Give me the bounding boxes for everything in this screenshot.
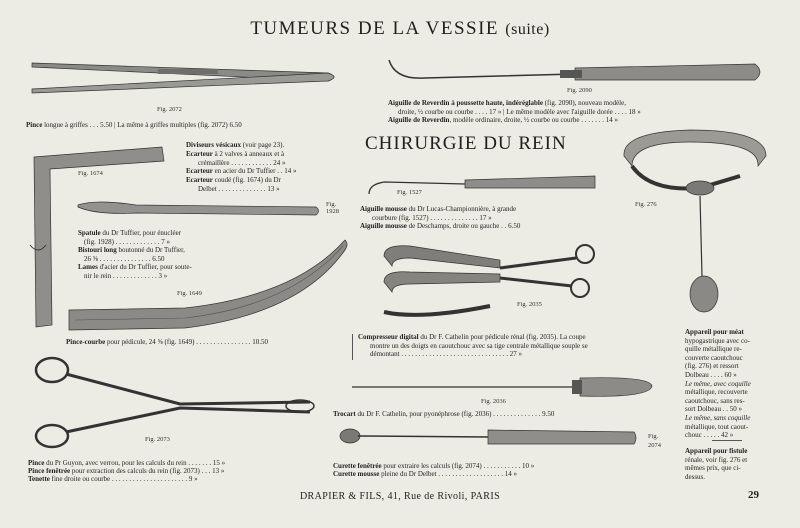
entry-reverdin-2: Aiguille de Reverdin, modèle ordinaire, droite, ½ courbe ou courbe . . . . . . . 14 » (388, 116, 618, 124)
entry-aiguille-lucas: Aiguille mousse du Dr Lucas-Championnière, à grande courbure (fig. 1527) . . . . . . . . . . . . . . 17 » (360, 205, 517, 222)
curette-2074-illustration (338, 426, 638, 448)
entry-ecarteur-2: Ecarteur en acier du Dr Tuffier . . 14 » (186, 167, 297, 175)
fig-label-276: Fig. 276 (635, 201, 657, 208)
page-number: 29 (748, 489, 759, 501)
entry-appareil-meat: Appareil pour méat hypogastrique avec co- quille métallique re- couverte caoutchouc (fig. 276) et ressort Dolbeau . . . . 60 » Le même, avec coquille métallique, recouverte caoutchouc, sans res- sort Dolbeau . . 50 » Le même, sans coquille métallique, tout caout- chouc . . . . . 42 » (685, 328, 751, 440)
divider-vertical (352, 334, 353, 360)
fig-label-2072: Fig. 2072 (157, 106, 182, 113)
belt-apparatus-276-illustration (620, 126, 770, 326)
entry-diviseurs: Diviseurs vésicaux (voir page 23). (186, 141, 285, 149)
fig-label-1649: Fig. 1649 (177, 290, 202, 297)
entry-appareil-fistule: Appareil pour fistule rénale, voir fig. 276 et mêmes prix, que ci- dessus. (685, 447, 748, 481)
entry-ecarteur-3: Ecarteur coudé (fig. 1674) du Dr Delbet . . . . . . . . . . . . . . 13 » (186, 176, 281, 193)
fig-label-1527: Fig. 1527 (397, 189, 422, 196)
entry-ecarteur-1: Ecarteur à 2 valves à anneaux et à crémaillère . . . . . . . . . . . . 24 » (186, 150, 286, 167)
fig-label-2074: Fig. 2074 (648, 433, 661, 449)
page-title (0, 18, 800, 40)
fig-label-2090: Fig. 2090 (567, 87, 592, 94)
trocar-2036-illustration (350, 374, 655, 399)
entry-pince-fenetree: Pince fenêtrée pour extraction des calculs du rein (fig. 2073) . . . 13 » (28, 467, 225, 475)
entry-curette-2: Curette mousse pleine du Dr Delbet . . . . . . . . . . . . . . . . . . . 14 » (333, 470, 517, 478)
entry-reverdin-1: Aiguille de Reverdin à poussette haute, indéréglable (fig. 2090), nouveau modèle, droite, ½ courbe ou courbe . . . . 17 » | Le même modèle avec l'aiguille dorée . . . . 18 » (388, 99, 641, 116)
entry-pince-guyon: Pince du Pr Guyon, avec verrou, pour les calculs du rein . . . . . . . 15 » (28, 459, 226, 467)
compressor-2035-illustration (380, 240, 610, 330)
spatula-1928-illustration (76, 197, 321, 219)
forceps-2072-illustration (28, 55, 348, 100)
fig-label-2035: Fig. 2035 (517, 301, 542, 308)
divider-short (712, 440, 742, 441)
entry-pince-griffes: Pince longue à griffes . . . 5.50 | La même à griffes multiples (fig. 2072) 6.50 (26, 121, 242, 129)
entry-trocart: Trocart du Dr F. Cathelin, pour pyonéphrose (fig. 2036) . . . . . . . . . . . . . . 9.50 (333, 410, 555, 418)
forceps-2073-illustration (30, 354, 320, 449)
title-suffix: (suite) (505, 21, 550, 38)
section-heading: CHIRURGIE DU REIN (365, 133, 567, 154)
entry-aiguille-deschamps: Aiguille mousse de Deschamps, droite ou gauche . . 6.50 (360, 222, 521, 230)
fig-label-1928: Fig. 1928 (326, 201, 339, 215)
entry-compresseur: Compresseur digital du Dr F. Cathelin pour pédicule rénal (fig. 2035). La coupe montre un des doigts en caoutchouc avec sa tige centrale métallique souple se démontant . . . . . . . . . . . . . . . . . . . . . . . . . . . . . . . 27 » (358, 333, 588, 359)
entry-tenette: Tenette fine droite ou courbe . . . . . . . . . . . . . . . . . . . . . . 9 » (28, 475, 198, 483)
fig-label-2036: Fig. 2036 (481, 398, 506, 405)
entry-spatule: Spatule du Dr Tuffier, pour énucléer (fig. 1928) . . . . . . . . . . . . . 7 » (78, 229, 182, 246)
entry-lames: Lames d'acier du Dr Tuffier, pour soute- nir le rein . . . . . . . . . . . . . 3 » (78, 263, 192, 280)
reverdin-needle-illustration (385, 58, 765, 88)
title-main: TUMEURS DE LA VESSIE (250, 18, 500, 39)
fig-label-1674: Fig. 1674 (78, 170, 103, 177)
entry-pince-courbe: Pince-courbe pour pédicule, 24 ⅝ (fig. 1649) . . . . . . . . . . . . . . . . 10.50 (66, 338, 268, 346)
entry-bistouri: Bistouri long boutonné du Dr Tuffier, 26 ⅝ . . . . . . . . . . . . . . . 6.50 (78, 246, 185, 263)
entry-curette-1: Curette fenêtrée pour extraire les calculs (fig. 2074) . . . . . . . . . . . 10 » (333, 462, 535, 470)
fig-label-2073: Fig. 2073 (145, 436, 170, 443)
footer-publisher: DRAPIER & FILS, 41, Rue de Rivoli, PARIS (299, 491, 501, 502)
